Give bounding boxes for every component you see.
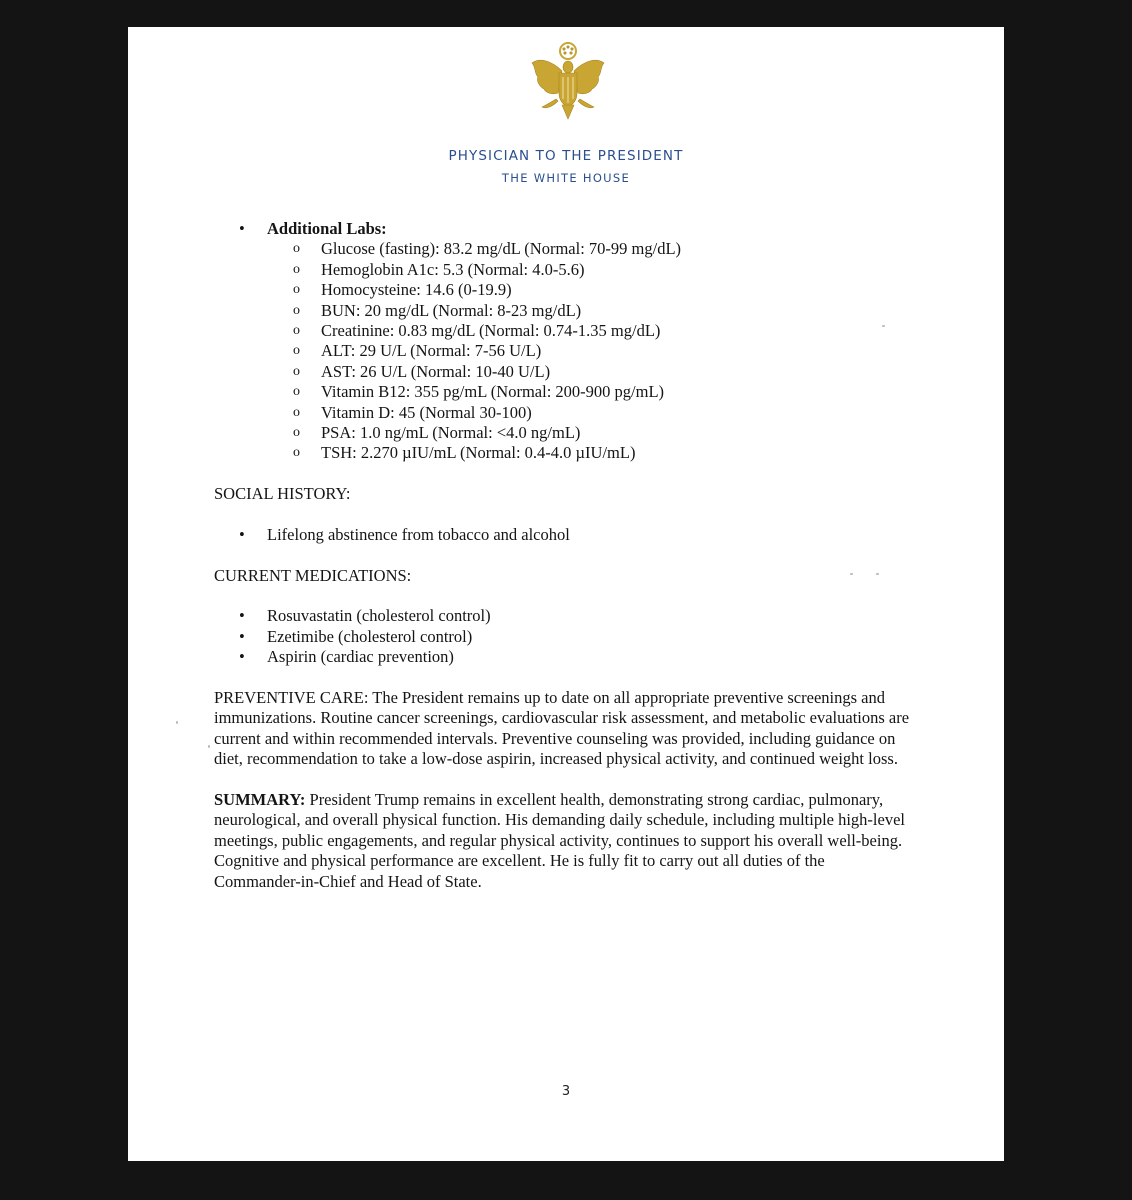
bullet-icon: •	[239, 606, 245, 626]
social-history-item	[214, 525, 914, 545]
circle-bullet-icon: o	[293, 424, 300, 440]
circle-bullet-icon: o	[293, 241, 300, 257]
summary-label: SUMMARY:	[214, 790, 306, 809]
scan-speck	[850, 573, 853, 575]
medications-heading: CURRENT MEDICATIONS:	[214, 565, 412, 585]
bullet-icon: •	[239, 647, 245, 667]
lab-item-text: Vitamin D: 45 (Normal 30-100)	[321, 402, 532, 422]
circle-bullet-icon: o	[293, 404, 300, 420]
labs-heading: Additional Labs:	[267, 219, 387, 238]
scan-speck	[208, 745, 210, 748]
lab-item	[214, 260, 914, 280]
lab-item-text: Homocysteine: 14.6 (0-19.9)	[321, 280, 512, 300]
document-body	[214, 219, 914, 892]
lab-item	[214, 280, 914, 300]
summary-text: President Trump remains in excellent health, demonstrating strong cardiac, pulmonary, neurological, and overall physical function. His demanding daily schedule, including multiple high-level meetings, public engagements, and regular physical activity, continues to support his overall well-being. Cognitive and physical performance are excellent. He is fully fit to carry out all duties of the Commander-in-Chief and Head of State.	[214, 790, 905, 891]
preventive-care-paragraph: PREVENTIVE CARE: The President remains up to date on all appropriate preventive screenings and immunizations. Routine cancer screenings, cardiovascular risk assessment, and metabolic evaluations are current and within recommended intervals. Preventive counseling was provided, including guidance on diet, recommendation to take a low-dose aspirin, increased physical activity, and continued weight loss.	[214, 687, 910, 769]
lab-item-text: ALT: 29 U/L (Normal: 7-56 U/L)	[321, 341, 542, 361]
circle-bullet-icon: o	[293, 261, 300, 277]
lab-item	[214, 341, 914, 361]
lab-item	[214, 301, 914, 321]
lab-item	[214, 321, 914, 341]
medication-item	[214, 647, 914, 667]
medication-item	[214, 627, 914, 647]
bullet-icon: •	[239, 524, 245, 544]
medication-text: Rosuvastatin (cholesterol control)	[267, 606, 491, 626]
social-history-text: Lifelong abstinence from tobacco and alcohol	[267, 524, 570, 544]
scan-speck	[876, 573, 879, 575]
circle-bullet-icon: o	[293, 282, 300, 298]
lab-item	[214, 403, 914, 423]
circle-bullet-icon: o	[293, 302, 300, 318]
medication-item	[214, 606, 914, 626]
letterhead-subtitle: THE WHITE HOUSE	[501, 171, 631, 185]
lab-item-text: Creatinine: 0.83 mg/dL (Normal: 0.74-1.35 mg/dL)	[321, 320, 661, 340]
lab-item	[214, 239, 914, 259]
bullet-icon: •	[239, 219, 245, 238]
labs-heading-row	[214, 219, 914, 239]
lab-item-text: TSH: 2.270 µIU/mL (Normal: 0.4-4.0 µIU/mL)	[321, 443, 636, 463]
page-number: 3	[561, 1084, 571, 1099]
lab-item-text: Vitamin B12: 355 pg/mL (Normal: 200-900 pg/mL)	[321, 382, 665, 402]
circle-bullet-icon: o	[293, 322, 300, 338]
scan-speck	[176, 721, 178, 724]
presidential-seal-icon	[528, 41, 608, 127]
lab-item	[214, 443, 914, 463]
summary-paragraph	[214, 790, 914, 892]
medication-text: Ezetimibe (cholesterol control)	[267, 626, 473, 646]
bullet-icon: •	[239, 626, 245, 646]
document-page	[128, 27, 1004, 1161]
lab-item	[214, 382, 914, 402]
medication-text: Aspirin (cardiac prevention)	[267, 647, 454, 667]
lab-item-text: Glucose (fasting): 83.2 mg/dL (Normal: 70-99 mg/dL)	[321, 239, 682, 259]
lab-item-text: BUN: 20 mg/dL (Normal: 8-23 mg/dL)	[321, 300, 582, 320]
letterhead-title: PHYSICIAN TO THE PRESIDENT	[448, 148, 684, 164]
lab-item-text: AST: 26 U/L (Normal: 10-40 U/L)	[321, 361, 551, 381]
lab-item	[214, 362, 914, 382]
circle-bullet-icon: o	[293, 363, 300, 379]
circle-bullet-icon: o	[293, 384, 300, 400]
social-history-heading: SOCIAL HISTORY:	[214, 484, 351, 504]
lab-item-text: Hemoglobin A1c: 5.3 (Normal: 4.0-5.6)	[321, 259, 585, 279]
lab-item	[214, 423, 914, 443]
lab-item-text: PSA: 1.0 ng/mL (Normal: <4.0 ng/mL)	[321, 422, 581, 442]
scan-speck	[882, 325, 885, 327]
circle-bullet-icon: o	[293, 445, 300, 461]
circle-bullet-icon: o	[293, 343, 300, 359]
